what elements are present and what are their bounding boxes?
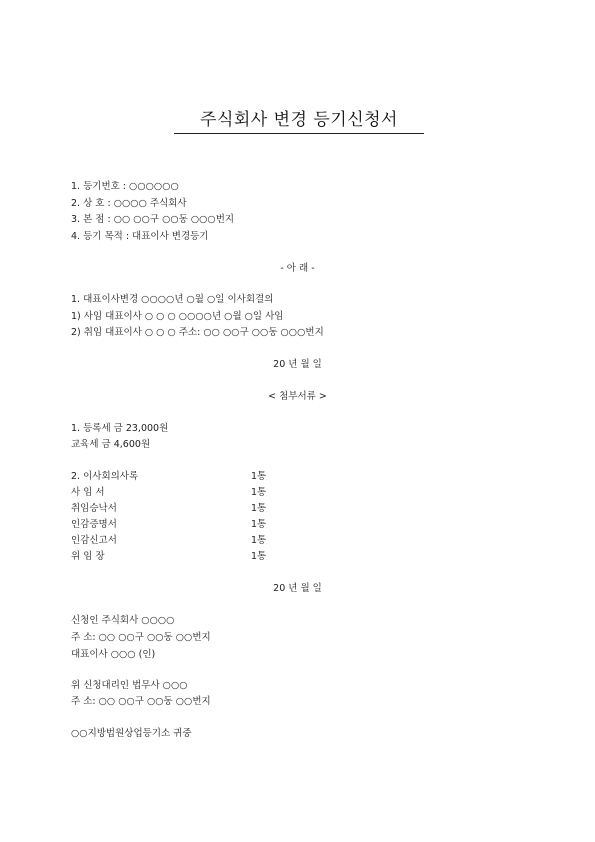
document-count: 1통 — [251, 519, 267, 530]
change-detail: 1. 대표이사변경 ○○○○년 ○월 ○일 이사회결의 — [71, 294, 274, 305]
head-office: 3. 본 점 : ○○ ○○구 ○○동 ○○○번지 — [71, 214, 235, 225]
incoming-director: 2) 취임 대표이사 ○ ○ ○ 주소: ○○ ○○구 ○○동 ○○○번지 — [71, 327, 324, 338]
document-name: 인감신고서 — [71, 535, 117, 546]
company-name: 2. 상 호 : ○○○○ 주식회사 — [71, 198, 187, 209]
resigning-director: 1) 사임 대표이사 ○ ○ ○ ○○○○년 ○월 ○일 사임 — [71, 311, 284, 322]
registration-number: 1. 등기번호 : ○○○○○○ — [71, 181, 179, 192]
document-count: 1통 — [251, 535, 267, 546]
applicant-representative: 대표이사 ○○○ (인) — [71, 649, 156, 660]
document-count: 1통 — [251, 551, 267, 562]
education-tax: 교육세 금 4,600원 — [71, 439, 151, 450]
date-line: 20 년 월 일 — [273, 583, 322, 594]
ahrae-heading: - 아 래 - — [280, 263, 315, 274]
document-name: 위 임 장 — [71, 551, 105, 562]
document-name: 취임승낙서 — [71, 503, 117, 514]
document-name: 인감증명서 — [71, 519, 117, 530]
attachments-heading: < 첨부서류 > — [268, 391, 327, 402]
document-name: 2. 이사회의사록 — [71, 471, 139, 482]
addressee: ○○지방법원상업등기소 귀중 — [71, 728, 192, 739]
date-line: 20 년 월 일 — [273, 359, 322, 370]
document-name: 사 임 서 — [71, 487, 105, 498]
document-count: 1통 — [251, 471, 267, 482]
registration-purpose: 4. 등기 목적 : 대표이사 변경등기 — [71, 231, 209, 242]
registration-tax: 1. 등록세 금 23,000원 — [71, 423, 169, 434]
document-count: 1통 — [251, 487, 267, 498]
agent-name: 위 신청대리인 법무사 ○○○ — [71, 680, 188, 691]
document-count: 1통 — [251, 503, 267, 514]
applicant-address: 주 소: ○○ ○○구 ○○동 ○○번지 — [71, 632, 211, 643]
document-title: 주식회사 변경 등기신청서 — [174, 105, 424, 134]
agent-address: 주 소: ○○ ○○구 ○○동 ○○번지 — [71, 696, 211, 707]
applicant-company: 신청인 주식회사 ○○○○ — [71, 615, 175, 626]
